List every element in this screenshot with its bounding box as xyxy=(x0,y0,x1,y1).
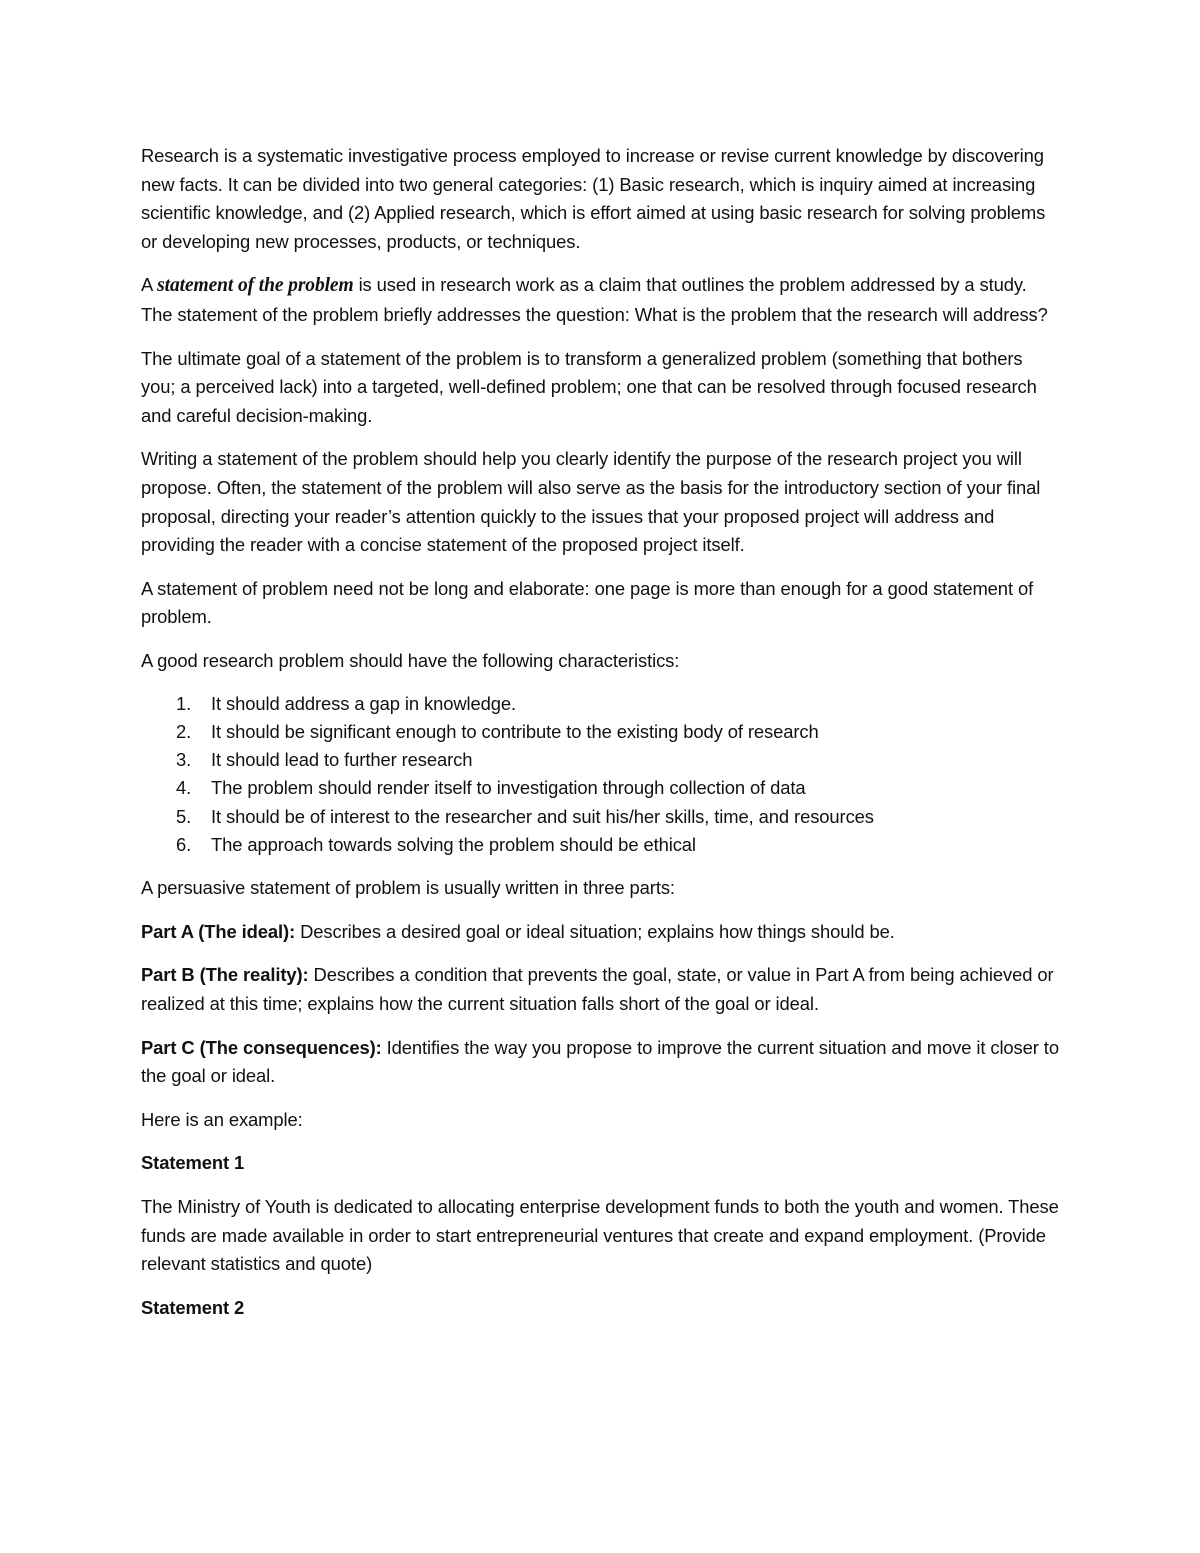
statement-1-text: The Ministry of Youth is dedicated to allocating enterprise development funds to both the youth and women. These funds are made available in order to start entrepreneurial ventures that create and expand employment. (Provide relevant statistics and quote) xyxy=(141,1196,1059,1275)
characteristics-list xyxy=(141,690,1061,860)
part-a-label: Part A (The ideal): xyxy=(141,920,296,942)
paragraph-statement-definition xyxy=(141,271,1061,329)
list-number: 4. xyxy=(176,777,192,799)
statement-2-heading xyxy=(141,1294,1061,1323)
list-text: It should be significant enough to contribute to the existing body of research xyxy=(211,720,819,742)
list-item xyxy=(141,774,1061,802)
paragraph-parts-intro: A persuasive statement of problem is usually written in three parts: xyxy=(141,877,675,899)
statement-1-heading xyxy=(141,1149,1061,1178)
statement-2-heading-text: Statement 2 xyxy=(141,1296,245,1318)
list-number: 3. xyxy=(176,749,192,771)
paragraph-example-intro: Here is an example: xyxy=(141,1108,303,1130)
list-item xyxy=(141,803,1061,831)
paragraph-characteristics-intro: A good research problem should have the following characteristics: xyxy=(141,649,680,671)
paragraph-length: A statement of problem need not be long and elaborate: one page is more than enough for a good statement of problem. xyxy=(141,577,1034,628)
list-text: The problem should render itself to investigation through collection of data xyxy=(211,777,806,799)
part-b-label: Part B (The reality): xyxy=(141,964,309,986)
paragraph-part-c xyxy=(141,1034,1061,1091)
list-item xyxy=(141,746,1061,774)
paragraph-part-a xyxy=(141,918,1061,947)
paragraph-research-definition: Research is a systematic investigative process employed to increase or revise current knowledge by discovering new facts. It can be divided into two general categories: (1) Basic research, which is inquiry aimed at increasing scientific knowledge, and (2) Applied research, which is effort aimed at using basic research for solving problems or developing new processes, products, or techniques. xyxy=(141,145,1046,252)
list-item xyxy=(141,718,1061,746)
list-item xyxy=(141,831,1061,859)
paragraph-prefix: A xyxy=(141,274,158,296)
paragraph-writing-statement: Writing a statement of the problem should help you clearly identify the purpose of the research project you will propose. Often, the statement of the problem will also serve as the basis for the introductory section of your final proposal, directing your reader’s attention quickly to the issues that your proposed project will address and providing the reader with a concise statement of the proposed project itself. xyxy=(141,448,1041,556)
list-number: 1. xyxy=(176,692,192,714)
part-b-text: Describes a condition that prevents the goal, state, or value in Part A from being achieved or realized at this time; explains how the current situation falls short of the goal or ideal. xyxy=(141,964,1054,1015)
list-text: The approach towards solving the problem should be ethical xyxy=(211,833,696,855)
list-number: 2. xyxy=(176,720,192,742)
paragraph-part-b xyxy=(141,961,1061,1018)
list-text: It should be of interest to the researcher and suit his/her skills, time, and resources xyxy=(211,805,874,827)
part-a-text: Describes a desired goal or ideal situation; explains how things should be. xyxy=(295,920,895,942)
list-text: It should address a gap in knowledge. xyxy=(211,692,517,714)
part-c-label: Part C (The consequences): xyxy=(141,1036,382,1058)
document-page xyxy=(141,142,1061,1337)
paragraph-rest: is used in research work as a claim that outlines the problem addressed by a study. The statement of the problem briefly addresses the question: What is the problem that the research will address? xyxy=(141,274,1048,325)
list-number: 5. xyxy=(176,805,192,827)
list-number: 6. xyxy=(176,833,192,855)
statement-1-heading-text: Statement 1 xyxy=(141,1152,245,1174)
emphasized-term: statement of the problem xyxy=(157,275,354,297)
paragraph-ultimate-goal: The ultimate goal of a statement of the problem is to transform a generalized problem (something that bothers you; a perceived lack) into a targeted, well-defined problem; one that can be resolved through focused research and careful decision-making. xyxy=(141,347,1037,426)
part-c-text: Identifies the way you propose to improve the current situation and move it closer to the goal or ideal. xyxy=(141,1036,1059,1087)
list-text: It should lead to further research xyxy=(211,749,473,771)
list-item xyxy=(141,690,1061,718)
